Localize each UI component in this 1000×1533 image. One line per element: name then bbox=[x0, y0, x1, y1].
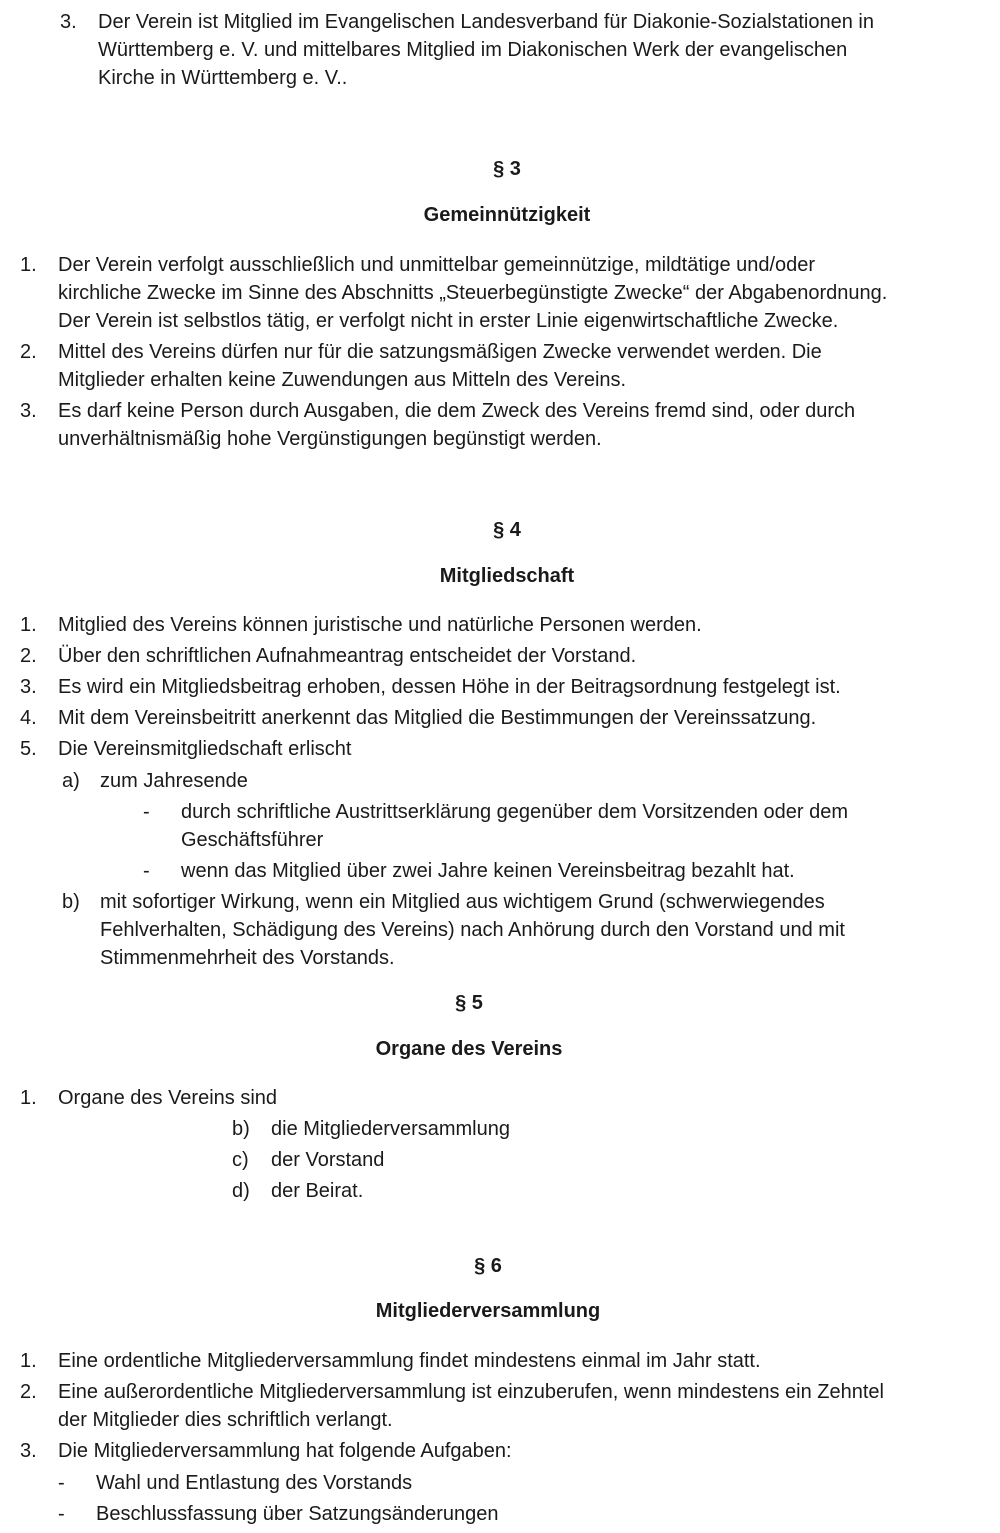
sub-item-text: der Beirat. bbox=[271, 1180, 364, 1202]
sub-item-text: zum Jahresende bbox=[100, 770, 248, 792]
item-number: 4. bbox=[20, 707, 37, 729]
item-text-line: Der Verein ist Mitglied im Evangelischen Landesverband für Diakonie-Sozialstationen in bbox=[98, 11, 874, 33]
section-title: Mitgliedschaft bbox=[439, 565, 575, 587]
item-number: 5. bbox=[20, 738, 37, 760]
item-number: 3. bbox=[20, 676, 37, 698]
section-title: Gemeinnützigkeit bbox=[423, 204, 591, 226]
sub-item-text-line: Stimmenmehrheit des Vorstands. bbox=[100, 947, 395, 969]
item-text-line: Die Vereinsmitgliedschaft erlischt bbox=[58, 738, 352, 760]
section-title: Mitgliederversammlung bbox=[375, 1300, 601, 1322]
section-number: § 3 bbox=[493, 158, 521, 180]
item-number: 3. bbox=[60, 11, 77, 33]
sub-item-text: die Mitgliederversammlung bbox=[271, 1118, 510, 1140]
item-text-line: Württemberg e. V. und mittelbares Mitglied im Diakonischen Werk der evangelischen bbox=[98, 39, 848, 61]
item-number: 1. bbox=[20, 1350, 37, 1372]
item-text-line: Der Verein ist selbstlos tätig, er verfolgt nicht in erster Linie eigenwirtschaftliche Zwecke. bbox=[58, 310, 839, 332]
bullet-text-line: wenn das Mitglied über zwei Jahre keinen Vereinsbeitrag bezahlt hat. bbox=[181, 860, 795, 882]
bullet-text: Beschlussfassung über Satzungsänderungen bbox=[96, 1503, 499, 1525]
section-title: Organe des Vereins bbox=[375, 1038, 563, 1060]
item-text-line: Organe des Vereins sind bbox=[58, 1087, 278, 1109]
item-text-line: kirchliche Zwecke im Sinne des Abschnitts „Steuerbegünstigte Zwecke“ der Abgabenordnung. bbox=[58, 282, 888, 304]
item-text-line: Es wird ein Mitgliedsbeitrag erhoben, dessen Höhe in der Beitragsordnung festgelegt ist. bbox=[58, 676, 841, 698]
bullet-mark: - bbox=[143, 860, 150, 882]
sub-item-label: d) bbox=[232, 1180, 250, 1202]
item-text-line: Der Verein verfolgt ausschließlich und unmittelbar gemeinnützige, mildtätige und/oder bbox=[58, 254, 816, 276]
item-text-line: unverhältnismäßig hohe Vergünstigungen begünstigt werden. bbox=[58, 428, 602, 450]
item-number: 1. bbox=[20, 254, 37, 276]
sub-item-text-line: mit sofortiger Wirkung, wenn ein Mitglied aus wichtigem Grund (schwerwiegendes bbox=[100, 891, 825, 913]
sub-item-label: b) bbox=[232, 1118, 250, 1140]
item-text-line: Mittel des Vereins dürfen nur für die satzungsmäßigen Zwecke verwendet werden. Die bbox=[58, 341, 822, 363]
item-text-line: Es darf keine Person durch Ausgaben, die dem Zweck des Vereins fremd sind, oder durch bbox=[58, 400, 856, 422]
item-text-line: Eine ordentliche Mitgliederversammlung findet mindestens einmal im Jahr statt. bbox=[58, 1350, 761, 1372]
sub-item-text: der Vorstand bbox=[271, 1149, 385, 1171]
sub-item-text-line: Fehlverhalten, Schädigung des Vereins) nach Anhörung durch den Vorstand und mit bbox=[100, 919, 845, 941]
section-number: § 4 bbox=[493, 519, 521, 541]
bullet-mark: - bbox=[58, 1503, 65, 1525]
item-text-line: der Mitglieder dies schriftlich verlangt. bbox=[58, 1409, 393, 1431]
item-text-line: Mit dem Vereinsbeitritt anerkennt das Mitglied die Bestimmungen der Vereinssatzung. bbox=[58, 707, 817, 729]
item-number: 2. bbox=[20, 645, 37, 667]
item-text-line: Mitglied des Vereins können juristische und natürliche Personen werden. bbox=[58, 614, 702, 636]
bullet-text-line: durch schriftliche Austrittserklärung gegenüber dem Vorsitzenden oder dem bbox=[181, 801, 849, 823]
item-number: 3. bbox=[20, 1440, 37, 1462]
item-number: 2. bbox=[20, 341, 37, 363]
item-text-line: Kirche in Württemberg e. V.. bbox=[98, 67, 348, 89]
item-number: 3. bbox=[20, 400, 37, 422]
bullet-text: Wahl und Entlastung des Vorstands bbox=[96, 1472, 413, 1494]
bullet-text-line: Geschäftsführer bbox=[181, 829, 324, 851]
sub-item-label: b) bbox=[62, 891, 80, 913]
bullet-mark: - bbox=[143, 801, 150, 823]
bullet-mark: - bbox=[58, 1472, 65, 1494]
item-number: 2. bbox=[20, 1381, 37, 1403]
item-text-line: Die Mitgliederversammlung hat folgende Aufgaben: bbox=[58, 1440, 512, 1462]
item-text-line: Über den schriftlichen Aufnahmeantrag entscheidet der Vorstand. bbox=[58, 645, 637, 667]
sub-item-label: a) bbox=[62, 770, 80, 792]
item-number: 1. bbox=[20, 614, 37, 636]
item-text-line: Eine außerordentliche Mitgliederversammlung ist einzuberufen, wenn mindestens ein Zehntel bbox=[58, 1381, 884, 1403]
section-number: § 6 bbox=[474, 1255, 502, 1277]
section-number: § 5 bbox=[455, 992, 483, 1014]
sub-item-label: c) bbox=[232, 1149, 249, 1171]
item-number: 1. bbox=[20, 1087, 37, 1109]
item-text-line: Mitglieder erhalten keine Zuwendungen aus Mitteln des Vereins. bbox=[58, 369, 627, 391]
